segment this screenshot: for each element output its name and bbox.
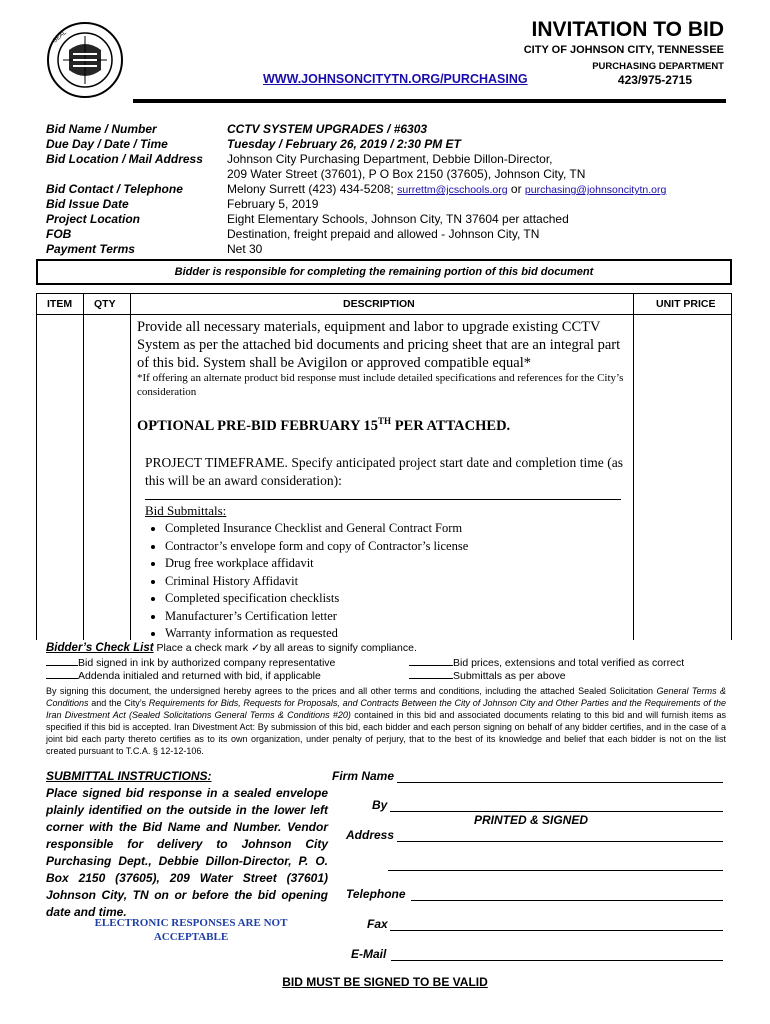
list-item: • Warranty information as requested (165, 625, 635, 643)
timeframe-answer-line[interactable] (145, 499, 621, 500)
bid-contact-value (227, 182, 666, 198)
payment-terms-label: Payment Terms (46, 242, 135, 256)
address-field-2[interactable] (388, 870, 723, 871)
fax-field[interactable] (390, 930, 723, 931)
firm-name-field[interactable] (397, 782, 723, 783)
fob-value: Destination, freight prepaid and allowed - Johnson City, TN (227, 227, 540, 241)
contact-or: or (510, 182, 522, 196)
checkmark-icon: ✓ (251, 642, 260, 654)
printed-signed-label: PRINTED & SIGNED (474, 813, 589, 827)
list-item: • Completed Insurance Checklist and General Contract Form (165, 520, 635, 538)
email-field[interactable] (391, 960, 723, 961)
firm-name-label: Firm Name (332, 769, 395, 783)
table-border-left (36, 293, 37, 640)
due-day-value: Tuesday / February 26, 2019 / 2:30 PM ET (227, 137, 461, 151)
header-divider (133, 99, 726, 103)
contact-email-link[interactable]: surrettm@jcschools.org (397, 184, 508, 196)
submittals-list (145, 520, 635, 643)
list-item: • Manufacturer’s Certification letter (165, 608, 635, 626)
bid-contact-label: Bid Contact / Telephone (46, 182, 183, 196)
signature-field[interactable] (390, 811, 723, 812)
electronic-responses-notice: ELECTRONIC RESPONSES ARE NOT ACCEPTABLE (94, 917, 288, 943)
checklist-item-submittals: Submittals as per above (409, 670, 566, 682)
bidder-notice-text: Bidder is responsible for completing the remaining portion of this bid document (174, 266, 594, 278)
bidder-notice-box (36, 259, 732, 285)
payment-terms-value: Net 30 (227, 242, 263, 256)
submittal-instructions-title: SUBMITTAL INSTRUCTIONS: (46, 769, 212, 783)
checklist-blank[interactable] (46, 678, 78, 679)
document-title: INVITATION TO BID (531, 18, 724, 41)
city-name: CITY OF JOHNSON CITY, TENNESSEE (523, 44, 724, 56)
address-field-1[interactable] (397, 841, 723, 842)
bid-name-value: CCTV SYSTEM UPGRADES / #6303 (227, 122, 428, 136)
table-divider-qty (130, 293, 131, 640)
purchasing-email-link[interactable]: purchasing@johnsoncitytn.org (524, 184, 667, 196)
qty-column-header: QTY (94, 298, 116, 310)
list-item: • Drug free workplace affidavit (165, 555, 635, 573)
list-item: • Contractor’s envelope form and copy of Contractor’s license (165, 538, 635, 556)
by-label: By (372, 798, 388, 812)
table-border-right (731, 293, 732, 640)
issue-date-label: Bid Issue Date (46, 197, 129, 211)
fob-label: FOB (46, 227, 72, 241)
bid-name-label: Bid Name / Number (46, 122, 157, 136)
prebid-notice: OPTIONAL PRE-BID FEBRUARY 15TH PER ATTACHED. (137, 416, 511, 434)
svg-text:SEAL: SEAL (52, 29, 68, 45)
item-column-header: ITEM (47, 298, 73, 310)
bidders-checklist: Bidder’s Check List Place a check mark ✓by all areas to signify compliance. (46, 642, 417, 654)
bid-location-label: Bid Location / Mail Address (46, 152, 203, 166)
bid-submittals-title: Bid Submittals: (145, 503, 227, 518)
unit-price-column-header: UNIT PRICE (656, 298, 716, 310)
legal-agreement-text: By signing this document, the undersigned hereby agrees to the prices and all other terms and conditions, including the attached Sealed Solicitation General Terms & Conditions and the City’s Requirements for Bids, Requests for Proposals, and Contracts Between the City of Johnson City and Other Parties and the Requirements of the Iran Divestment Act (Sealed Solicitations General Terms & Conditions #20) contained in this bid and associated documents relating to this bid and will furnish items as specified if this bid is accepted. Iran Divestment Act: By submission of this bid, each bidder and each person signing on behalf of any bidder certifies, and in the case of a joint bid each party thereto certifies as to its own organization, under penalty of perjury, that to the best of its knowledge and belief that each bidder is not on the list created pursuant to T.C.A. § 12-12-106. (46, 686, 727, 756)
checklist-blank[interactable] (409, 678, 453, 679)
checklist-blank[interactable] (46, 665, 78, 666)
telephone-label: Telephone (346, 887, 406, 901)
bid-table-header (36, 293, 732, 315)
project-location-label: Project Location (46, 212, 141, 226)
checklist-title: Bidder’s Check List (46, 642, 154, 654)
email-label: E-Mail (351, 947, 387, 961)
table-divider-item (83, 293, 84, 640)
description-main: Provide all necessary materials, equipment and labor to upgrade existing CCTV System as per the attached bid documents and pricing sheet that are an integral part of this bid. System shall be Avigilon or approved compatible equal* (137, 319, 621, 371)
website-link[interactable]: WWW.JOHNSONCITYTN.ORG/PURCHASING (263, 72, 528, 86)
checklist-item-prices: Bid prices, extensions and total verified as correct (409, 657, 684, 669)
signature-required-notice: BID MUST BE SIGNED TO BE VALID (282, 975, 488, 989)
list-item: • Criminal History Affidavit (165, 573, 635, 591)
city-seal-logo (45, 20, 125, 100)
issue-date-value: February 5, 2019 (227, 197, 319, 211)
due-day-label: Due Day / Date / Time (46, 137, 168, 151)
fax-label: Fax (367, 917, 388, 931)
project-timeframe: PROJECT TIMEFRAME. Specify anticipated project start date and completion time (as this will be an award consideration): (145, 455, 623, 488)
department-name: PURCHASING DEPARTMENT (592, 61, 724, 72)
bid-location-value-1: Johnson City Purchasing Department, Debbie Dillon-Director, (227, 152, 553, 166)
list-item: • Completed specification checklists (165, 590, 635, 608)
telephone-field[interactable] (411, 900, 723, 901)
project-location-value: Eight Elementary Schools, Johnson City, TN 37604 per attached (227, 212, 569, 226)
contact-name-phone: Melony Surrett (423) 434-5208; (227, 182, 394, 196)
bid-location-value-2: 209 Water Street (37601), P O Box 2150 (37605), Johnson City, TN (227, 167, 586, 181)
submittal-instructions-body: Place signed bid response in a sealed envelope plainly identified on the outside in the lower left corner with the Bid Name and Number. Vendor responsible for delivery to Johnson City Purchasing Dept., Debbie Dillon-Director, P. O. Box 2150 (37605), 209 Water Street (37601) Johnson City, TN on or before the bid opening date and time. (46, 786, 328, 919)
address-label: Address (346, 828, 395, 842)
department-phone: 423/975-2715 (617, 73, 692, 87)
checklist-item-addenda: Addenda initialed and returned with bid, if applicable (46, 670, 321, 682)
checklist-blank[interactable] (409, 665, 453, 666)
description-column-header: DESCRIPTION (343, 298, 415, 310)
description-note: *If offering an alternate product bid response must include detailed specifications and references for the City’s consideration (137, 372, 624, 398)
checklist-item-signed: Bid signed in ink by authorized company representative (46, 657, 335, 669)
